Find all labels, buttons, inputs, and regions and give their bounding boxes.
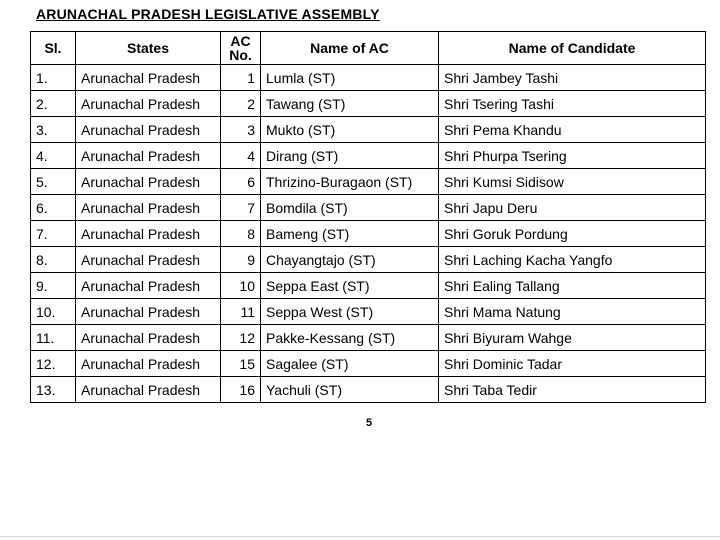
cell-sl: 10. bbox=[31, 299, 76, 325]
cell-candidate: Shri Mama Natung bbox=[439, 299, 706, 325]
cell-ac-no: 1 bbox=[221, 65, 261, 91]
cell-ac-name: Bameng (ST) bbox=[261, 221, 439, 247]
cell-state: Arunachal Pradesh bbox=[76, 65, 221, 91]
table-header-row bbox=[31, 32, 706, 65]
header-sl: Sl. bbox=[31, 32, 76, 65]
cell-ac-name: Sagalee (ST) bbox=[261, 351, 439, 377]
cell-candidate: Shri Kumsi Sidisow bbox=[439, 169, 706, 195]
cell-ac-name: Seppa West (ST) bbox=[261, 299, 439, 325]
cell-sl: 3. bbox=[31, 117, 76, 143]
page-number: 5 bbox=[366, 417, 373, 429]
cell-sl: 9. bbox=[31, 273, 76, 299]
cell-state: Arunachal Pradesh bbox=[76, 221, 221, 247]
cell-ac-no: 11 bbox=[221, 299, 261, 325]
header-name-of-ac: Name of AC bbox=[261, 32, 439, 65]
cell-candidate: Shri Tsering Tashi bbox=[439, 91, 706, 117]
cell-candidate: Shri Pema Khandu bbox=[439, 117, 706, 143]
cell-ac-name: Pakke-Kessang (ST) bbox=[261, 325, 439, 351]
cell-sl: 1. bbox=[31, 65, 76, 91]
bottom-divider bbox=[0, 536, 720, 537]
cell-state: Arunachal Pradesh bbox=[76, 117, 221, 143]
table-row bbox=[31, 195, 706, 221]
cell-sl: 12. bbox=[31, 351, 76, 377]
cell-candidate: Shri Goruk Pordung bbox=[439, 221, 706, 247]
cell-ac-no: 9 bbox=[221, 247, 261, 273]
results-table bbox=[30, 31, 706, 403]
cell-ac-no: 2 bbox=[221, 91, 261, 117]
cell-sl: 7. bbox=[31, 221, 76, 247]
cell-state: Arunachal Pradesh bbox=[76, 351, 221, 377]
cell-state: Arunachal Pradesh bbox=[76, 273, 221, 299]
table-row bbox=[31, 169, 706, 195]
cell-ac-name: Bomdila (ST) bbox=[261, 195, 439, 221]
cell-state: Arunachal Pradesh bbox=[76, 299, 221, 325]
cell-ac-no: 8 bbox=[221, 221, 261, 247]
header-name-of-candidate: Name of Candidate bbox=[439, 32, 706, 65]
cell-ac-name: Yachuli (ST) bbox=[261, 377, 439, 403]
cell-candidate: Shri Ealing Tallang bbox=[439, 273, 706, 299]
cell-candidate: Shri Laching Kacha Yangfo bbox=[439, 247, 706, 273]
cell-ac-no: 12 bbox=[221, 325, 261, 351]
cell-ac-name: Tawang (ST) bbox=[261, 91, 439, 117]
table-row bbox=[31, 273, 706, 299]
table-row bbox=[31, 91, 706, 117]
cell-candidate: Shri Phurpa Tsering bbox=[439, 143, 706, 169]
table-row bbox=[31, 247, 706, 273]
cell-sl: 13. bbox=[31, 377, 76, 403]
cell-sl: 5. bbox=[31, 169, 76, 195]
cell-candidate: Shri Jambey Tashi bbox=[439, 65, 706, 91]
cell-ac-name: Thrizino-Buragaon (ST) bbox=[261, 169, 439, 195]
cell-state: Arunachal Pradesh bbox=[76, 143, 221, 169]
cell-ac-name: Chayangtajo (ST) bbox=[261, 247, 439, 273]
cell-state: Arunachal Pradesh bbox=[76, 91, 221, 117]
cell-state: Arunachal Pradesh bbox=[76, 169, 221, 195]
header-states: States bbox=[76, 32, 221, 65]
table-body bbox=[31, 65, 706, 403]
header-ac-no-line1: AC bbox=[230, 33, 251, 49]
cell-state: Arunachal Pradesh bbox=[76, 377, 221, 403]
cell-sl: 11. bbox=[31, 325, 76, 351]
cell-sl: 4. bbox=[31, 143, 76, 169]
cell-ac-name: Seppa East (ST) bbox=[261, 273, 439, 299]
cell-ac-no: 15 bbox=[221, 351, 261, 377]
cell-state: Arunachal Pradesh bbox=[76, 325, 221, 351]
cell-ac-name: Lumla (ST) bbox=[261, 65, 439, 91]
cell-ac-no: 10 bbox=[221, 273, 261, 299]
table-row bbox=[31, 221, 706, 247]
cell-ac-name: Mukto (ST) bbox=[261, 117, 439, 143]
cell-ac-no: 6 bbox=[221, 169, 261, 195]
page-title: ARUNACHAL PRADESH LEGISLATIVE ASSEMBLY bbox=[36, 6, 380, 22]
cell-sl: 6. bbox=[31, 195, 76, 221]
cell-ac-no: 3 bbox=[221, 117, 261, 143]
table-row bbox=[31, 377, 706, 403]
table-row bbox=[31, 299, 706, 325]
cell-state: Arunachal Pradesh bbox=[76, 247, 221, 273]
cell-sl: 8. bbox=[31, 247, 76, 273]
table-row bbox=[31, 143, 706, 169]
table-row bbox=[31, 65, 706, 91]
table-row bbox=[31, 325, 706, 351]
cell-candidate: Shri Dominic Tadar bbox=[439, 351, 706, 377]
cell-sl: 2. bbox=[31, 91, 76, 117]
cell-candidate: Shri Japu Deru bbox=[439, 195, 706, 221]
cell-ac-no: 7 bbox=[221, 195, 261, 221]
cell-ac-no: 16 bbox=[221, 377, 261, 403]
header-ac-no-line2: No. bbox=[229, 47, 252, 63]
cell-state: Arunachal Pradesh bbox=[76, 195, 221, 221]
header-ac-no bbox=[221, 32, 261, 65]
cell-candidate: Shri Biyuram Wahge bbox=[439, 325, 706, 351]
cell-candidate: Shri Taba Tedir bbox=[439, 377, 706, 403]
table-row bbox=[31, 351, 706, 377]
cell-ac-name: Dirang (ST) bbox=[261, 143, 439, 169]
cell-ac-no: 4 bbox=[221, 143, 261, 169]
table-row bbox=[31, 117, 706, 143]
